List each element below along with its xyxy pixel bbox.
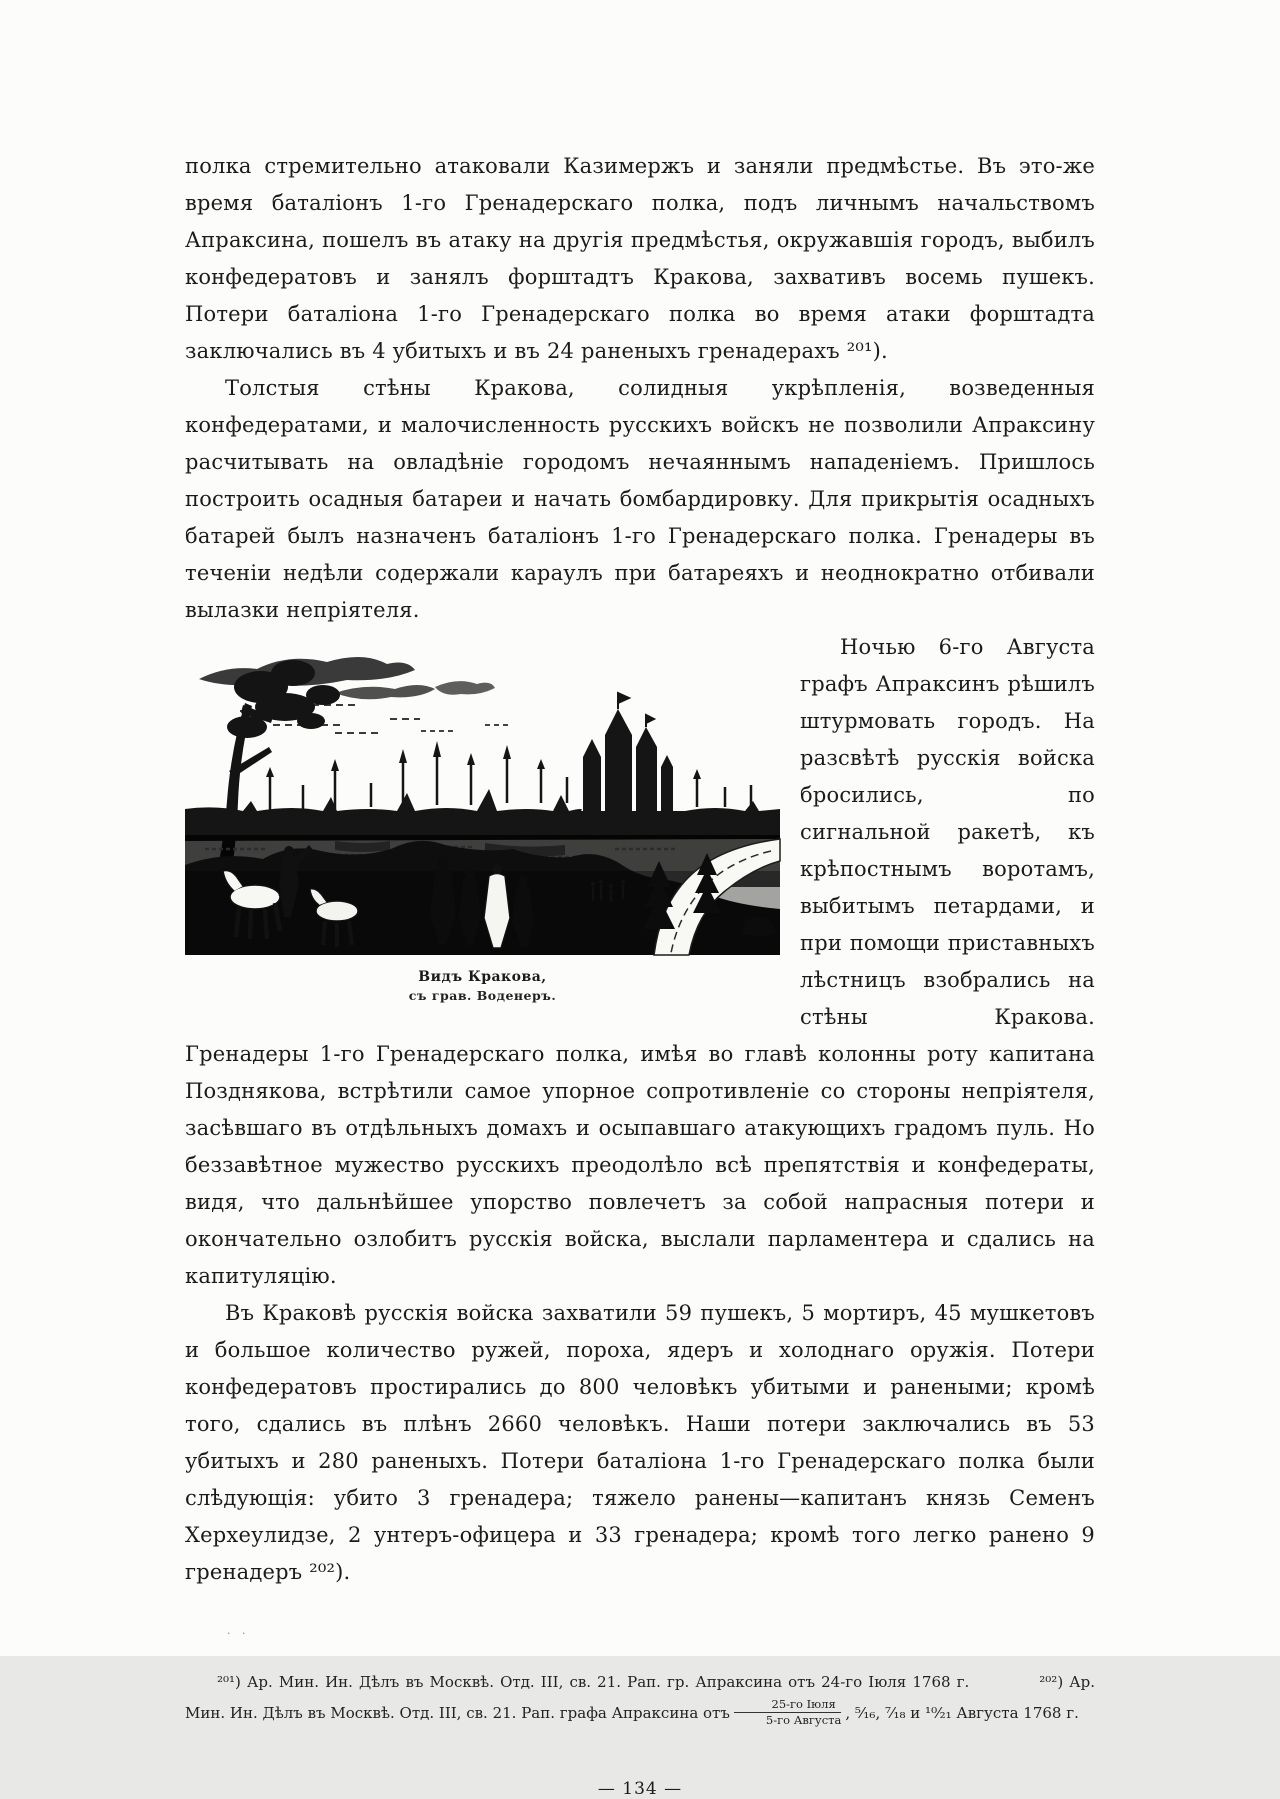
- paragraph-walls: [185, 370, 1095, 629]
- figure-caption-source: съ грав. Воденеръ.: [408, 988, 557, 1003]
- fraction-bottom: 5-го Августа: [765, 1712, 842, 1727]
- footnote-202-prefix: ²⁰²) Ар. Мин. Ин. Дѣлъ въ Москвѣ. Отд. III, св. 21. Рап. графа Апраксина отъ: [185, 1673, 1096, 1722]
- footnote-202-suffix: , ⁵⁄₁₆, ⁷⁄₁₈ и ¹⁰⁄₂₁ Августа 1768 г.: [845, 1704, 1079, 1722]
- paragraph-captures: [185, 1295, 1095, 1591]
- krakow-engraving-image: [185, 635, 780, 955]
- paragraph-text: Въ Краковѣ русскія войска захватили 59 пушекъ, 5 мортиръ, 45 мушкетовъ и большое количество ружей, пороха, ядеръ и холоднаго оружія. Потери конфедератовъ простирались до 800 человѣкъ убитыми и ранеными; кромѣ того, сдались въ плѣнъ 2660 человѣкъ. Наши потери заключались въ 53 убитыхъ и 280 раненыхъ. Потери баталіона 1-го Гренадерскаго полка были слѣдующія: убито 3 гренадера; тяжело ранены—капитанъ князь Семенъ Херхеулидзе, 2 унтеръ-офицера и 33 гренадера; кромѣ того легко ранено 9 гренадеръ ²⁰²).: [185, 1301, 1095, 1584]
- scan-artifact-marks: · ·: [227, 1627, 250, 1640]
- figure-caption-title: Видъ Кракова,: [418, 969, 547, 985]
- footnote-202-date-fraction: [734, 1698, 841, 1727]
- paragraph-text: Ночью 6-го Августа графъ Апраксинъ рѣшилъ штурмовать городъ. На разсвѣтѣ русскія войска бросились, по сигнальной ракетѣ, къ крѣпостнымъ воротамъ, выбитымъ петардами, и при помощи приставныхъ лѣстницъ взобрались на стѣны Кракова. Гренадеры 1-го Гренадерскаго полка, имѣя во главѣ колонны роту капитана Позднякова, встрѣтили самое упорное сопротивленіе со стороны непріятеля, засѣвшаго въ отдѣльныхъ домахъ и осыпавшаго атакующихъ градомъ пуль. Но беззавѣтное мужество русскихъ преодолѣло всѣ препятствія и конфедераты, видя, что дальнѣйшее упорство повлечетъ за собой напрасныя потери и окончательно озлобитъ русскія войска, выслали парламентера и сдались на капитуляцію.: [185, 635, 1095, 1288]
- figure-caption: [185, 967, 780, 1005]
- paragraph-continued: [185, 148, 1095, 370]
- page-number: — 134 —: [597, 1779, 683, 1799]
- figure-krakow-view: [185, 635, 780, 1005]
- paragraph-text: Толстыя стѣны Кракова, солидныя укрѣпленія, возведенныя конфедератами, и малочисленность русскихъ войскъ не позволили Апраксину расчитывать на овладѣніе городомъ нечаяннымъ нападеніемъ. Пришлось построить осадныя батареи и начать бомбардировку. Для прикрытія осадныхъ батарей былъ назначенъ баталіонъ 1-го Гренадерскаго полка. Гренадеры въ теченіи недѣли содержали караулъ при батареяхъ и неоднократно отбивали вылазки непріятеля.: [185, 376, 1095, 622]
- fraction-top: 25-го Іюля: [734, 1698, 841, 1713]
- footnotes-block: [185, 1667, 1095, 1729]
- footnote-paragraph: [185, 1667, 1095, 1729]
- paragraph-text: полка стремительно атаковали Казимержъ и заняли предмѣстье. Въ это-же время баталіонъ 1-го Гренадерскаго полка, подъ личнымъ начальствомъ Апраксина, пошелъ въ атаку на другія предмѣстья, окружавшія городъ, выбилъ конфедератовъ и занялъ форштадтъ Кракова, захвативъ восемь пушекъ. Потери баталіона 1-го Гренадерскаго полка во время атаки форштадта заключались въ 4 убитыхъ и въ 24 раненыхъ гренадерахъ ²⁰¹).: [185, 154, 1095, 363]
- footnote-201: ²⁰¹) Ар. Мин. Ин. Дѣлъ въ Москвѣ. Отд. III, св. 21. Рап. гр. Апраксина отъ 24-го Іюля 1768 г.: [217, 1673, 970, 1691]
- main-text-block: [185, 148, 1095, 1591]
